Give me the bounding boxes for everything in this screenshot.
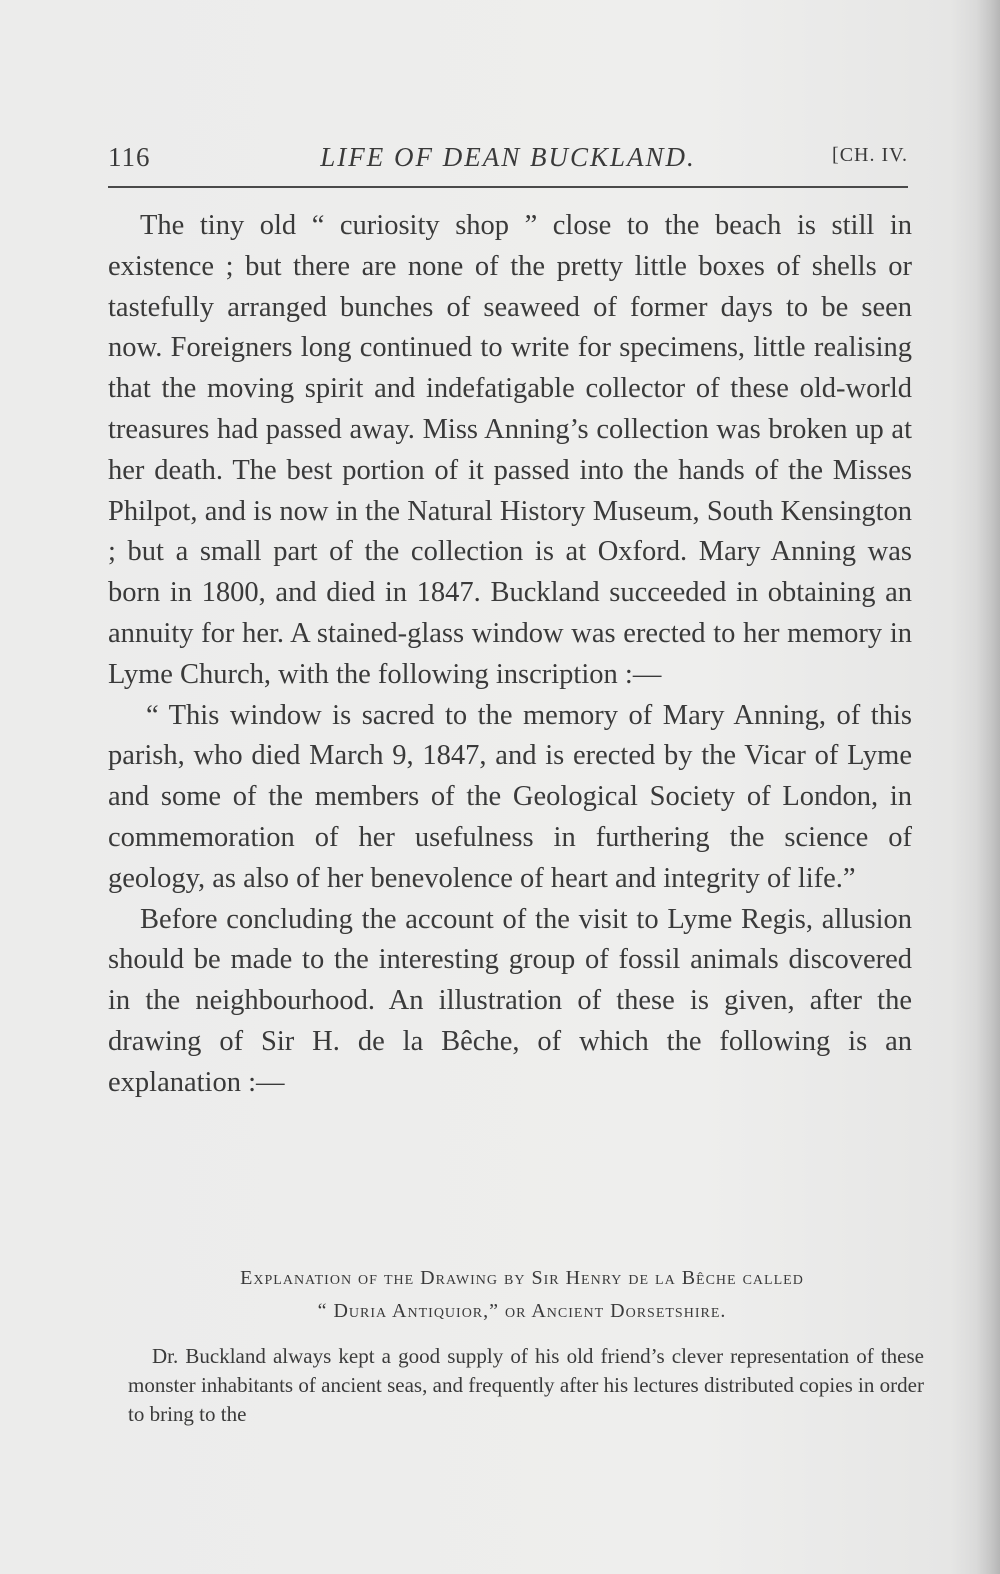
caption-line-2: “ Duria Antiquior,” or Ancient Dorsetshire. bbox=[317, 1300, 727, 1322]
page-edge-shadow bbox=[976, 0, 1000, 1574]
window-inscription-quote: “ This window is sacred to the memory of Mary Anning, of this parish, who died March 9, 1847, and is erected by the Vicar of Lyme and some of the members of the Geological Society of London, in commemoration of her usefulness in furthering the science of geology, as also of her benevolence of heart and integrity of life.” bbox=[108, 699, 912, 894]
main-text bbox=[108, 206, 912, 1104]
header-rule bbox=[108, 186, 908, 188]
chapter-reference: [CH. IV. bbox=[832, 144, 908, 166]
running-title: LIFE OF DEAN BUCKLAND. bbox=[320, 142, 696, 172]
page-number: 116 bbox=[108, 142, 151, 172]
paragraph-curiosity-shop: The tiny old “ curiosity shop ” close to the beach is still in existence ; but there are none of the pretty little boxes of shells or tastefully arranged bunches of seaweed of former days to be seen now. Foreigners long continued to write for specimens, little realising that the moving spirit and indefatigable collector of these old-world treasures had passed away. Miss Anning’s collection was broken up at her death. The best portion of it passed into the hands of the Misses Philpot, and is now in the Natural History Museum, South Kensington ; but a small part of the collection is at Oxford. Mary Anning was born in 1800, and died in 1847. Buckland succeeded in obtaining an annuity for her. A stained-glass window was erected to her memory in Lyme Church, with the following inscription :— bbox=[108, 210, 912, 690]
paragraph-lyme-regis: Before concluding the account of the visit to Lyme Regis, allusion should be made to the interesting group of fossil animals discovered in the neighbourhood. An illustration of these is given, after the drawing of Sir H. de la Bêche, of which the following is an explanation :— bbox=[108, 903, 912, 1098]
drawing-explanation-heading bbox=[122, 1262, 922, 1328]
caption-line-1: Explanation of the Drawing by Sir Henry de la Bêche called bbox=[240, 1267, 804, 1289]
explanation-note bbox=[128, 1342, 924, 1429]
page-header bbox=[108, 138, 908, 178]
note-paragraph: Dr. Buckland always kept a good supply of his old friend’s clever representation of these monster inhabitants of ancient seas, and frequently after his lectures distributed copies in order to bring to the bbox=[128, 1344, 924, 1426]
